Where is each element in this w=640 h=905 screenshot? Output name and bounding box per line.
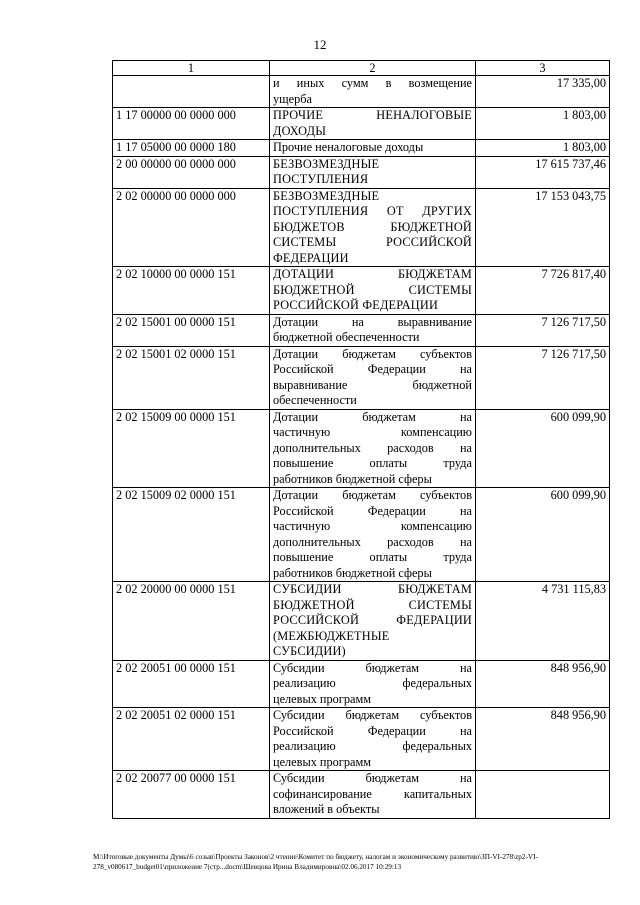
column-header-1: 1	[113, 61, 270, 76]
income-name-line: Дотации бюджетам на	[273, 409, 472, 424]
budget-code-cell: 2 02 20051 02 0000 151	[113, 708, 270, 771]
income-name-cell	[270, 409, 476, 488]
income-name-cell	[270, 188, 476, 267]
income-name-cell	[270, 346, 476, 409]
income-name-line: целевых программ	[273, 691, 372, 706]
income-name-cell	[270, 708, 476, 771]
income-name-line: РОССИЙСКОЙ ФЕДЕРАЦИИ	[273, 613, 472, 627]
table-row	[113, 156, 610, 188]
income-name-cell	[270, 108, 476, 140]
income-name-line: БЕЗВОЗМЕЗДНЫЕ	[273, 188, 380, 203]
income-name-line: целевых программ	[273, 754, 372, 769]
income-name-line: работников бюджетной сферы	[273, 471, 432, 486]
budget-code-cell: 2 02 15001 00 0000 151	[113, 314, 270, 346]
amount-cell	[476, 771, 610, 819]
income-name-line: реализацию федеральных	[273, 739, 472, 753]
amount-cell: 600 099,90	[476, 488, 610, 582]
budget-code-cell: 2 02 15001 02 0000 151	[113, 346, 270, 409]
budget-table	[112, 60, 610, 819]
income-name-cell	[270, 488, 476, 582]
income-name-line: Субсидии бюджетам на	[273, 771, 472, 785]
income-name-line: выравнивание бюджетной	[273, 377, 472, 392]
income-name-line: частичную компенсацию	[273, 519, 472, 533]
income-name-line: работников бюджетной сферы	[273, 565, 432, 580]
file-path-footer	[93, 852, 613, 872]
income-name-line: ПОСТУПЛЕНИЯ	[273, 172, 369, 186]
income-name-line: софинансирование капитальных	[273, 786, 472, 801]
income-name-line: БЮДЖЕТОВ БЮДЖЕТНОЙ	[273, 219, 472, 234]
income-name-line: ПРОЧИЕ НЕНАЛОГОВЫЕ	[273, 108, 472, 122]
income-name-cell	[270, 660, 476, 708]
income-name-line: реализацию федеральных	[273, 676, 472, 690]
column-header-2: 2	[270, 61, 476, 76]
income-name-line: (МЕЖБЮДЖЕТНЫЕ	[273, 628, 390, 643]
income-name-line: РОССИЙСКОЙ ФЕДЕРАЦИИ	[273, 298, 439, 312]
income-name-line: СУБСИДИИ БЮДЖЕТАМ	[273, 582, 472, 596]
budget-code-cell: 2 02 15009 02 0000 151	[113, 488, 270, 582]
income-name-line: дополнительных расходов на	[273, 440, 472, 455]
income-name-line: БЮДЖЕТНОЙ СИСТЕМЫ	[273, 282, 472, 297]
amount-cell: 17 335,00	[476, 76, 610, 108]
income-name-line: и иных сумм в возмещение	[273, 76, 472, 90]
income-name-line: ущерба	[273, 91, 312, 106]
budget-code-cell: 2 02 10000 00 0000 151	[113, 267, 270, 315]
income-name-line: повышение оплаты труда	[273, 456, 472, 470]
income-name-line: частичную компенсацию	[273, 425, 472, 439]
amount-cell: 1 803,00	[476, 140, 610, 157]
footer-line-2: 278_v080617_budget01\приложение 7(стр...docm\Шевцова Ирина Владимировна\02.06.2017 10:29:13	[93, 863, 402, 871]
table-row	[113, 314, 610, 346]
income-name-line: СИСТЕМЫ РОССИЙСКОЙ	[273, 235, 472, 249]
income-name-line: Дотации на выравнивание	[273, 314, 472, 329]
table-row	[113, 582, 610, 661]
budget-code-cell: 2 02 00000 00 0000 000	[113, 188, 270, 267]
income-name-line: Субсидии бюджетам субъектов	[273, 708, 472, 722]
budget-code-cell: 2 00 00000 00 0000 000	[113, 156, 270, 188]
income-name-line: повышение оплаты труда	[273, 550, 472, 564]
table-row	[113, 267, 610, 315]
amount-cell: 600 099,90	[476, 409, 610, 488]
amount-cell: 848 956,90	[476, 708, 610, 771]
income-name-line: дополнительных расходов на	[273, 534, 472, 549]
table-row	[113, 188, 610, 267]
income-name-line: БЮДЖЕТНОЙ СИСТЕМЫ	[273, 597, 472, 612]
amount-cell: 17 153 043,75	[476, 188, 610, 267]
income-name-line: Российской Федерации на	[273, 723, 472, 738]
income-name-cell	[270, 76, 476, 108]
income-name-line: Субсидии бюджетам на	[273, 660, 472, 675]
budget-code-cell: 2 02 20077 00 0000 151	[113, 771, 270, 819]
income-name-line: ФЕДЕРАЦИИ	[273, 250, 349, 265]
amount-cell: 848 956,90	[476, 660, 610, 708]
income-name-cell	[270, 314, 476, 346]
amount-cell: 7 726 817,40	[476, 267, 610, 315]
table-row	[113, 76, 610, 108]
amount-cell: 4 731 115,83	[476, 582, 610, 661]
income-name-line: ПОСТУПЛЕНИЯ ОТ ДРУГИХ	[273, 204, 472, 218]
table-row	[113, 409, 610, 488]
table-row	[113, 660, 610, 708]
table-row	[113, 140, 610, 157]
income-name-line: ДОТАЦИИ БЮДЖЕТАМ	[273, 267, 472, 281]
income-name-line: бюджетной обеспеченности	[273, 330, 420, 344]
income-name-line: Дотации бюджетам субъектов	[273, 346, 472, 361]
budget-code-cell: 2 02 20000 00 0000 151	[113, 582, 270, 661]
income-name-line: Российской Федерации на	[273, 362, 472, 376]
amount-cell: 1 803,00	[476, 108, 610, 140]
column-header-3: 3	[476, 61, 610, 76]
income-name-cell	[270, 267, 476, 315]
income-name-line: ДОХОДЫ	[273, 123, 327, 138]
income-name-line: СУБСИДИИ)	[273, 644, 346, 658]
table-row	[113, 771, 610, 819]
income-name-line: Прочие неналоговые доходы	[273, 140, 424, 154]
income-name-cell	[270, 582, 476, 661]
income-name-cell	[270, 771, 476, 819]
page-number: 12	[313, 37, 327, 52]
table-row	[113, 108, 610, 140]
table-row	[113, 488, 610, 582]
table-row	[113, 708, 610, 771]
budget-code-cell: 2 02 15009 00 0000 151	[113, 409, 270, 488]
amount-cell: 7 126 717,50	[476, 346, 610, 409]
budget-code-cell	[113, 76, 270, 108]
budget-code-cell: 1 17 05000 00 0000 180	[113, 140, 270, 157]
income-name-line: вложений в объекты	[273, 802, 380, 816]
footer-line-1: M:\Итоговые документы Думы\6 созыв\Проекты Законов\2 чтение\Комитет по бюджету, налогам и экономическому развитию\ЗП-VI-278\zp2-VI-	[93, 853, 538, 861]
income-name-cell	[270, 140, 476, 157]
table-row	[113, 346, 610, 409]
income-name-line: Дотации бюджетам субъектов	[273, 488, 472, 502]
income-name-line: обеспеченности	[273, 393, 357, 407]
amount-cell: 17 615 737,46	[476, 156, 610, 188]
budget-code-cell: 1 17 00000 00 0000 000	[113, 108, 270, 140]
income-name-cell	[270, 156, 476, 188]
table-header-row	[113, 61, 610, 76]
income-name-line: Российской Федерации на	[273, 503, 472, 518]
amount-cell: 7 126 717,50	[476, 314, 610, 346]
income-name-line: БЕЗВОЗМЕЗДНЫЕ	[273, 156, 380, 171]
budget-code-cell: 2 02 20051 00 0000 151	[113, 660, 270, 708]
